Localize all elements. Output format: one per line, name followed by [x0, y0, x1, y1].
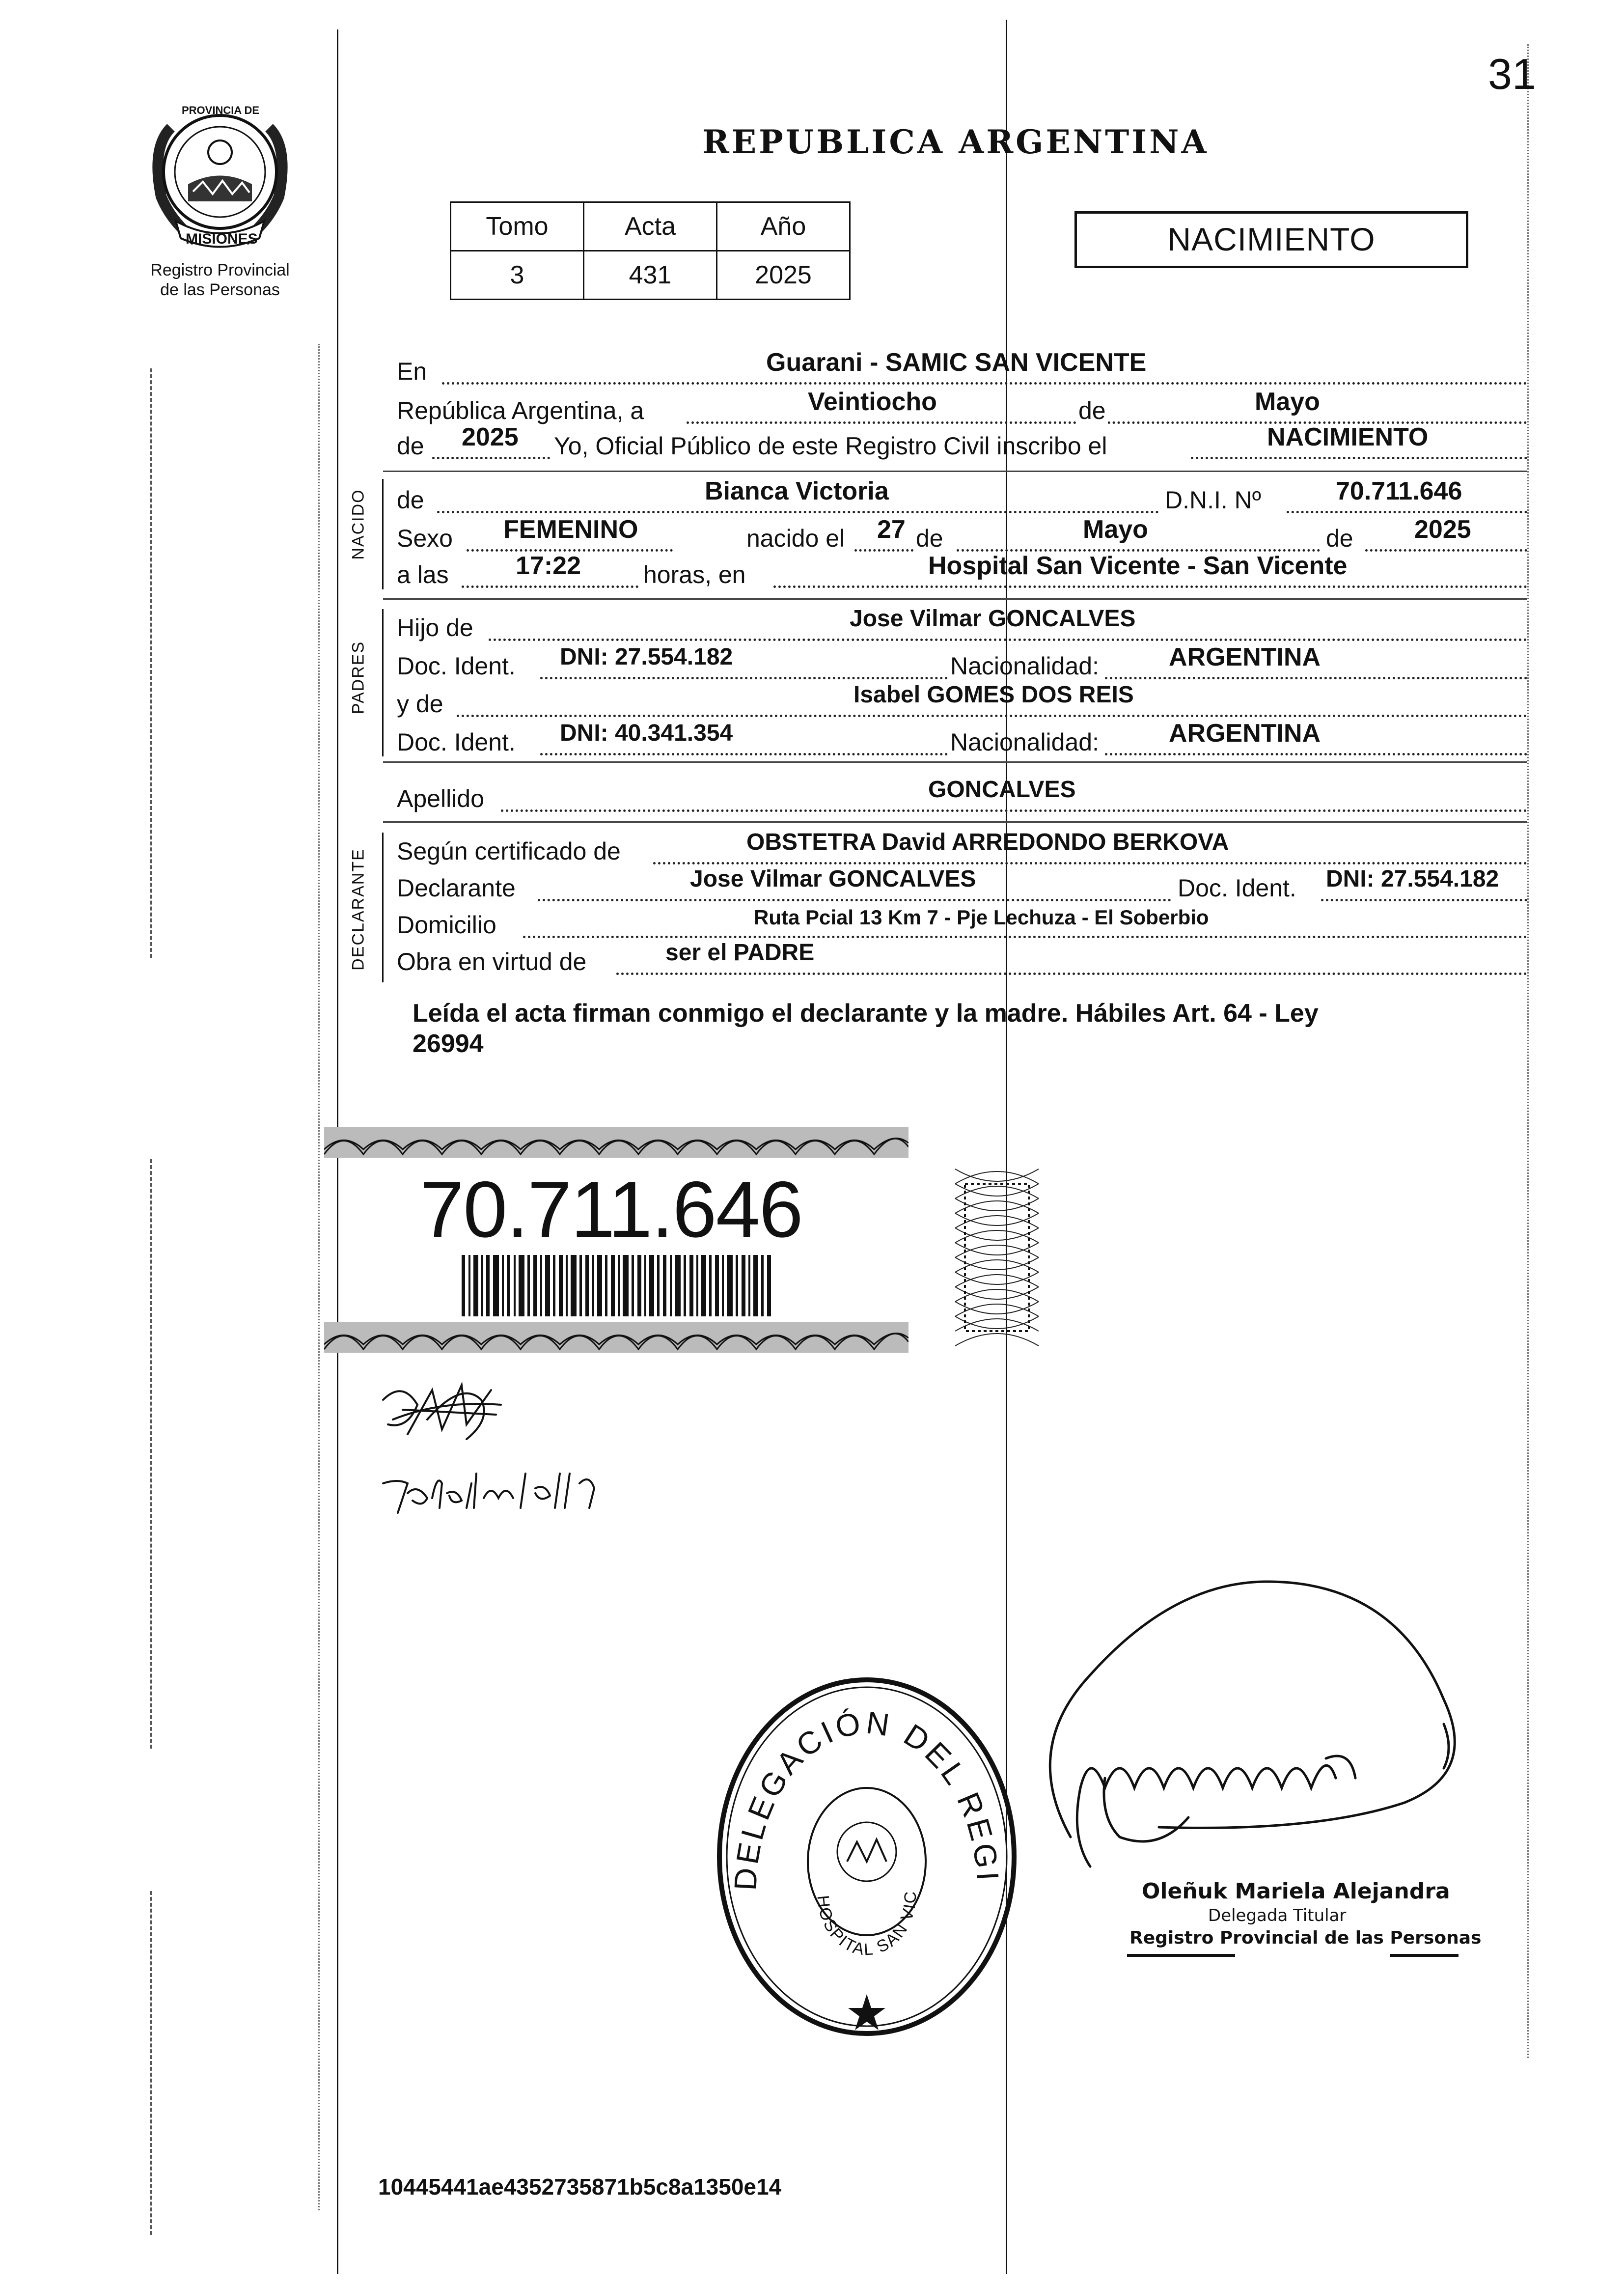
month-de-label: de — [1076, 397, 1108, 424]
country-title: REPUBLICA ARGENTINA — [702, 123, 1209, 161]
event-value: NACIMIENTO — [1267, 423, 1429, 451]
capacity-label: Obra en virtud de — [397, 948, 587, 975]
father-nationality-value: ARGENTINA — [1169, 643, 1321, 671]
place-of-birth-value: Hospital San Vicente - San Vicente — [928, 552, 1348, 580]
birth-time-value: 17:22 — [516, 552, 581, 580]
record-header-ano: Año — [717, 202, 850, 251]
document-hash: 10445441ae4352735871b5c8a1350e14 — [378, 2174, 782, 2200]
record-table-header-row — [451, 202, 850, 251]
dotted-line — [854, 549, 913, 552]
mother-name-value: Isabel GOMES DOS REIS — [853, 682, 1134, 708]
dotted-line — [540, 753, 948, 755]
dotted-line — [432, 457, 550, 459]
dni-barcode — [462, 1255, 776, 1316]
birth-year-value: 2025 — [1414, 515, 1471, 544]
dotted-line — [1287, 511, 1527, 513]
dni-value: 70.711.646 — [1336, 477, 1462, 505]
dotted-line — [523, 936, 1527, 938]
record-value-tomo: 3 — [451, 251, 584, 300]
legal-note-line1: Leída el acta firman conmigo el declarante y la madre. Hábiles Art. 64 - Ley — [413, 999, 1319, 1028]
section-bracket — [382, 479, 384, 589]
legal-note-line2: 26994 — [413, 1030, 484, 1058]
security-hologram-pattern — [950, 1164, 1044, 1351]
security-band-top — [324, 1127, 908, 1158]
time-label: a las — [397, 561, 449, 588]
certificate-value: OBSTETRA David ARREDONDO BERKOVA — [746, 829, 1229, 855]
section-separator — [383, 598, 1527, 600]
child-name-label: de — [397, 486, 424, 514]
dotted-line — [501, 809, 1527, 812]
registrar-text: Yo, Oficial Público de este Registro Civil inscribo el — [554, 432, 1107, 460]
place-label: En — [397, 358, 427, 385]
page-number: 31 — [1488, 50, 1536, 98]
side-label-nacido: NACIDO — [349, 489, 368, 560]
father-label: Hijo de — [397, 614, 473, 641]
section-bracket — [382, 833, 384, 982]
dotted-line — [1321, 899, 1527, 901]
section-separator — [383, 761, 1527, 763]
dotted-line — [773, 585, 1527, 588]
document-type-box: NACIMIENTO — [1074, 211, 1468, 268]
declarant-doc-label: Doc. Ident. — [1178, 874, 1296, 902]
stamp-outer-text: DELEGACIÓN DEL REGI — [727, 1704, 1006, 1892]
logo-caption-line1: Registro Provincial — [150, 261, 290, 279]
side-label-declarante: DECLARANTE — [349, 848, 368, 971]
dotted-line — [540, 677, 948, 679]
country-date-label: República Argentina, a — [397, 397, 644, 424]
dotted-line — [462, 585, 638, 588]
stamp-inner-text: HOSPITAL SAN VIC — [813, 1890, 920, 1959]
dotted-line — [653, 862, 1527, 864]
dotted-line — [442, 382, 1527, 385]
dotted-line — [538, 899, 1171, 901]
dotted-line — [1105, 677, 1527, 679]
capacity-value: ser el PADRE — [665, 940, 815, 966]
mother-signature — [378, 1454, 653, 1528]
security-band-bottom — [324, 1322, 908, 1353]
address-label: Domicilio — [397, 911, 496, 939]
official-name: Oleñuk Mariela Alejandra — [1142, 1879, 1450, 1904]
declarant-value: Jose Vilmar GONCALVES — [690, 866, 976, 892]
birth-year-de-label: de — [1326, 525, 1353, 552]
father-doc-label: Doc. Ident. — [397, 652, 516, 680]
dotted-line — [457, 715, 1527, 717]
mother-nationality-label: Nacionalidad: — [950, 728, 1099, 756]
day-words-value: Veintiocho — [808, 388, 937, 416]
seal-text-bottom: MISIONES — [186, 231, 258, 247]
record-table-value-row — [451, 251, 850, 300]
sex-value: FEMENINO — [503, 515, 638, 544]
dotted-line — [1105, 753, 1527, 755]
dotted-line — [1365, 549, 1527, 552]
dni-label: D.N.I. Nº — [1165, 486, 1262, 514]
registry-delegation-stamp — [712, 1670, 1021, 2043]
logo-caption — [132, 260, 308, 300]
surname-value: GONCALVES — [928, 777, 1076, 803]
record-header-tomo: Tomo — [451, 202, 584, 251]
father-nationality-label: Nacionalidad: — [950, 652, 1099, 680]
address-value: Ruta Pcial 13 Km 7 - Pje Lechuza - El Soberbio — [754, 906, 1209, 929]
mother-doc-value: DNI: 40.341.354 — [560, 720, 733, 746]
section-bracket — [382, 609, 384, 756]
seal-text-top: PROVINCIA DE — [182, 104, 260, 116]
left-perforation-top — [150, 368, 152, 958]
father-doc-value: DNI: 27.554.182 — [560, 644, 733, 670]
declarant-signature — [373, 1370, 530, 1454]
official-signature — [1012, 1562, 1503, 1876]
birth-month-value: Mayo — [1083, 515, 1148, 544]
record-value-ano: 2025 — [717, 251, 850, 300]
month-value: Mayo — [1255, 388, 1320, 416]
record-value-acta: 431 — [584, 251, 717, 300]
surname-label: Apellido — [397, 785, 484, 812]
dni-label-number: 70.711.646 — [420, 1165, 802, 1254]
official-underline — [1390, 1954, 1459, 1957]
declarant-label: Declarante — [397, 874, 516, 902]
logo-caption-line2: de las Personas — [160, 280, 280, 299]
svg-text:DELEGACIÓN DEL REGISTRO DE LAS — [712, 1670, 1006, 1892]
dotted-line — [616, 973, 1527, 975]
right-margin-line — [1527, 44, 1529, 2058]
record-header-acta: Acta — [584, 202, 717, 251]
year-de-label: de — [397, 432, 424, 460]
section-separator — [383, 471, 1527, 472]
child-name-value: Bianca Victoria — [705, 477, 889, 505]
dotted-line — [489, 639, 1527, 641]
left-perforation-bottom — [150, 1891, 152, 2235]
legal-note — [413, 998, 1522, 1059]
dotted-line — [437, 511, 1159, 513]
official-office: Registro Provincial de las Personas — [1129, 1928, 1482, 1948]
side-label-padres: PADRES — [349, 641, 368, 715]
place-of-birth-label: horas, en — [643, 561, 746, 588]
official-title: Delegada Titular — [1208, 1906, 1347, 1925]
sex-label: Sexo — [397, 525, 453, 552]
section-separator — [383, 821, 1527, 823]
dotted-line — [1191, 457, 1527, 459]
mother-doc-label: Doc. Ident. — [397, 728, 516, 756]
mother-label: y de — [397, 690, 443, 718]
mother-nationality-value: ARGENTINA — [1169, 719, 1321, 748]
declarant-doc-value: DNI: 27.554.182 — [1326, 866, 1499, 892]
record-table — [450, 201, 851, 300]
year-value: 2025 — [462, 423, 519, 451]
left-perforation-mid — [150, 1159, 152, 1749]
official-underline — [1127, 1954, 1235, 1957]
birth-month-de-label: de — [916, 525, 943, 552]
place-value: Guarani - SAMIC SAN VICENTE — [766, 348, 1147, 377]
birth-day-value: 27 — [877, 515, 906, 544]
certificate-label: Según certificado de — [397, 837, 621, 865]
father-name-value: Jose Vilmar GONCALVES — [850, 606, 1136, 632]
born-label: nacido el — [746, 525, 845, 552]
left-inner-margin — [318, 344, 320, 2210]
